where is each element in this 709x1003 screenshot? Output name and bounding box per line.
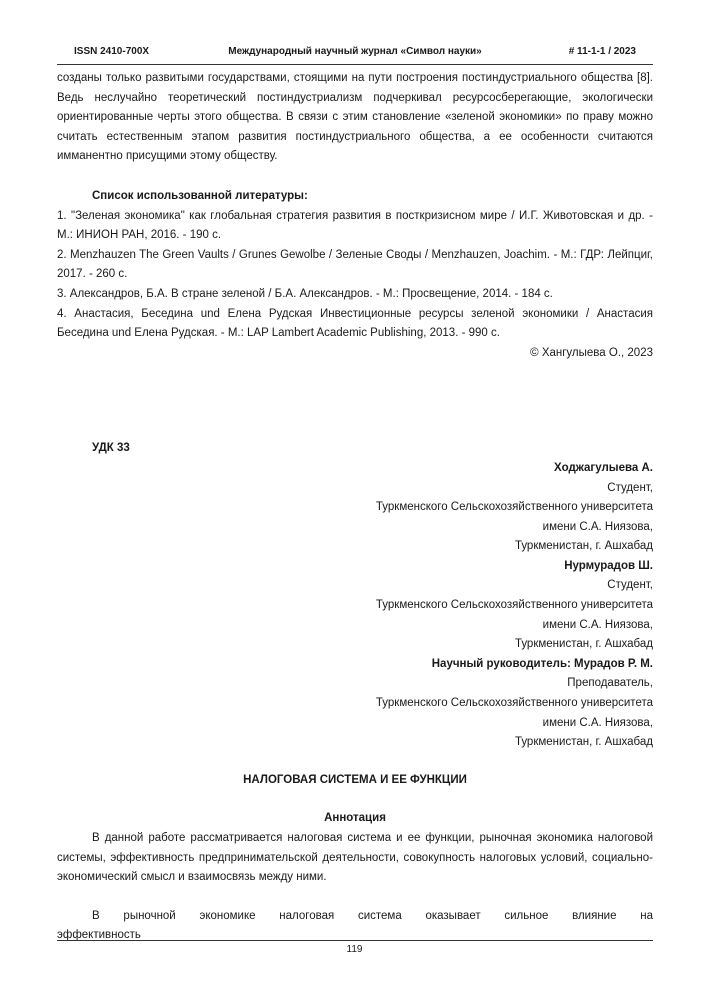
author-organization-name: имени С.А. Ниязова, [542,520,653,533]
running-header [57,46,653,62]
author-name: Нурмурадов Ш. [564,559,653,572]
author-block [57,459,653,753]
annotation-text: В данной работе рассматривается налоговая система и ее функции, рыночная экономика налоговой системы, эффективность предпринимательской деятельности, совокупность налоговых условий, социально-экономический смысл и взаимосвязь между ними. [57,832,653,884]
author-location: Туркменистан, г. Ашхабад [514,540,653,553]
body-paragraph: В рыночной экономике налоговая система оказывает сильное влияние на эффективность [57,909,653,942]
author-organization: Туркменского Сельскохозяйственного университета [375,599,653,612]
supervisor-position: Преподаватель, [567,677,653,690]
supervisor-location: Туркменистан, г. Ашхабад [514,736,653,749]
intro-paragraph: созданы только развитыми государствами, стоящими на пути построения постиндустриального общества [8]. Ведь неслучайно теоретический постиндустриализм подчеркивал ресурсосберегающие, экологически ориентированные черты этого общества. В связи с этим становление «зеленой экономики» по праву можно считать естественным этапом развития постиндустриального общества, а ее особенности считаются имманентно присущими этому обществу. [57,72,653,163]
reference-item: 3. Александров, Б.А. В стране зеленой / Б.А. Александров. - М.: Просвещение, 2014. - 184 с. [57,287,553,300]
header-issn: ISSN 2410-700X [74,46,150,57]
copyright-line: © Хангулыева О., 2023 [530,346,653,359]
reference-item: 1. "Зеленая экономика" как глобальная стратегия развития в посткризисном мире / И.Г. Животовская и др. - М.: ИНИОН РАН, 2016. - 190 с. [57,209,653,242]
page-number: 119 [346,944,363,955]
udk-code: УДК 33 [92,442,130,455]
author-organization-name: имени С.А. Ниязова, [542,618,653,631]
reference-item: 4. Анастасия, Беседина und Елена Рудская Инвестиционные ресурсы зеленой экономики / Анастасия Беседина und Елена Рудская. - М.: LAP Lambert Academic Publishing, 2013. - 990 с. [57,307,653,340]
supervisor-organization-name: имени С.А. Ниязова, [542,716,653,729]
supervisor-organization: Туркменского Сельскохозяйственного университета [375,697,653,710]
article-title: НАЛОГОВАЯ СИСТЕМА И ЕЕ ФУНКЦИИ [243,773,467,786]
references-title: Список использованной литературы: [92,189,308,202]
references-list [57,207,653,344]
reference-item: 2. Menzhauzen The Green Vaults / Grunes Gewolbe / Зеленые Своды / Menzhauzen, Joachim. - М.: ГДР: Лейпциг, 2017. - 260 с. [57,248,653,281]
header-divider [57,64,653,65]
author-position: Студент, [607,579,653,592]
author-name: Ходжагулыева А. [554,461,653,474]
annotation-title: Аннотация [324,812,386,825]
author-location: Туркменистан, г. Ашхабад [514,638,653,651]
header-issue: # 11-1-1 / 2023 [568,46,636,57]
header-journal-title: Международный научный журнал «Символ науки» [228,46,482,57]
page-content [57,69,653,946]
author-organization: Туркменского Сельскохозяйственного университета [375,501,653,514]
footer-divider [57,940,653,941]
author-position: Студент, [607,481,653,494]
supervisor-name: Научный руководитель: Мурадов Р. М. [431,657,653,670]
